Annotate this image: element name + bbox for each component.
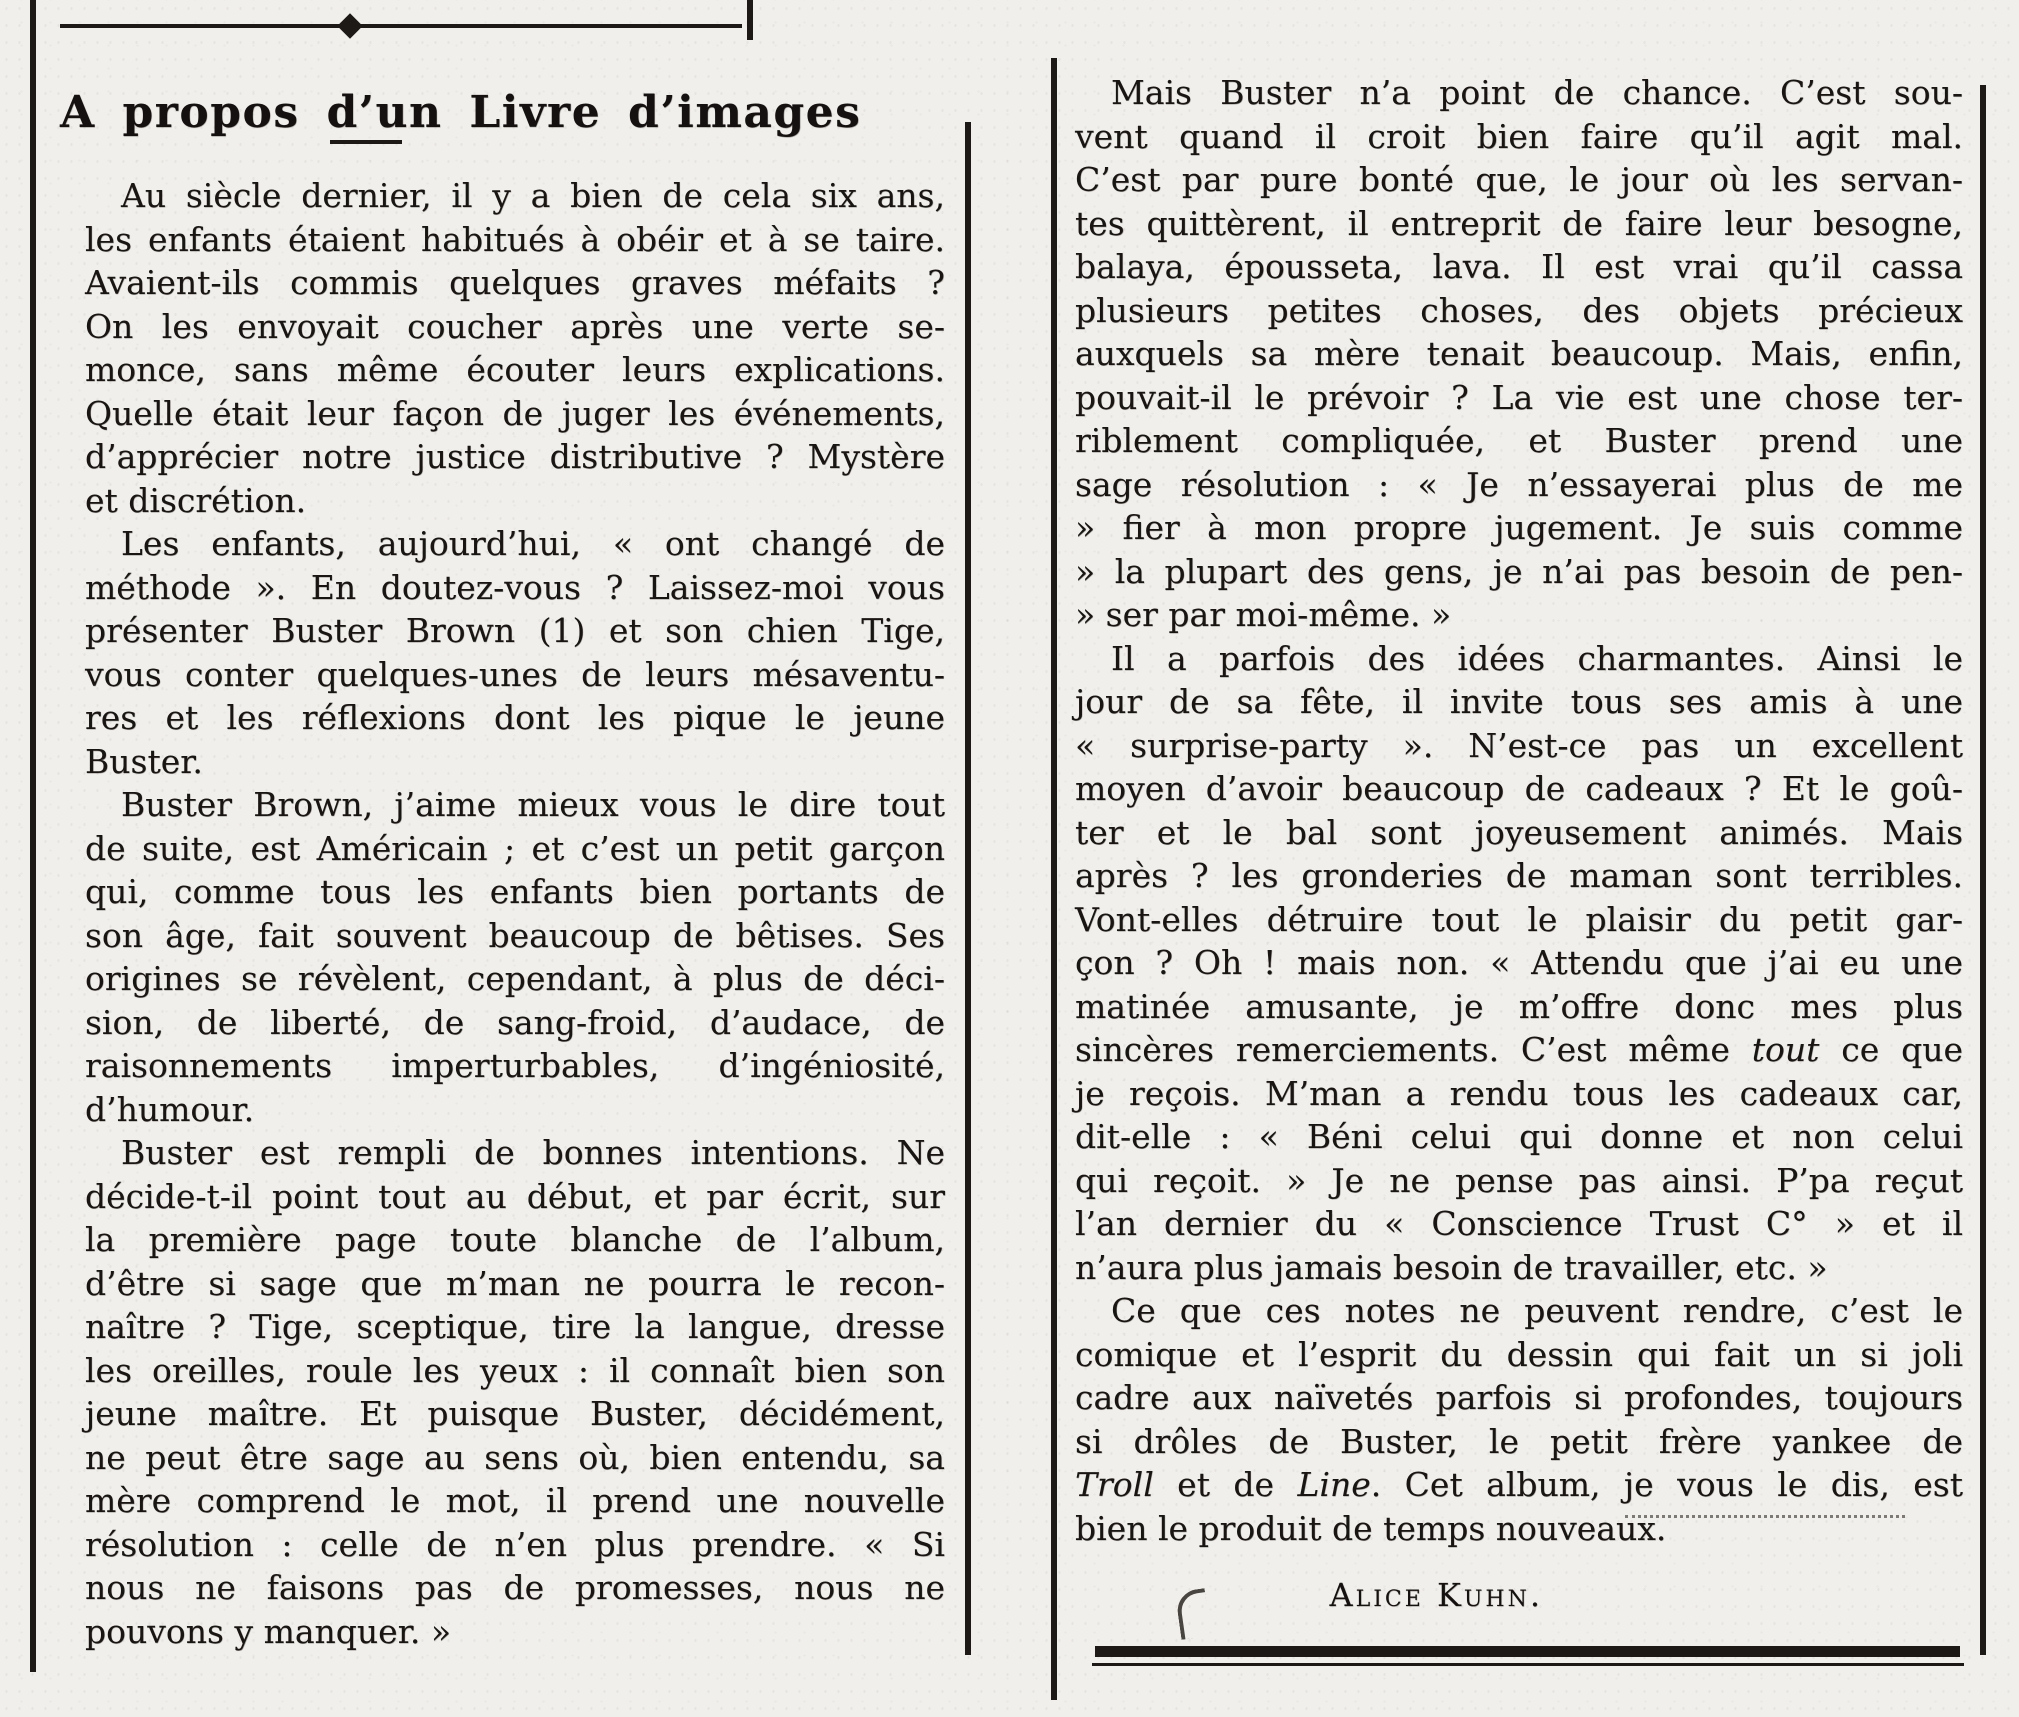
paragraph xyxy=(1075,1289,1963,1550)
text-line: Au siècle dernier, il y a bien de cela six ans, xyxy=(121,176,945,215)
text-line: bien le produit de temps nouveaux. xyxy=(1075,1508,1667,1548)
left-column-right-rule xyxy=(965,122,971,1655)
text-line: Mais Buster n’a point de chance. C’est sou- xyxy=(1111,73,1963,112)
text-line: balaya, épousseta, lava. Il est vrai qu’il cassa xyxy=(1075,247,1963,286)
text-line: si drôles de Buster, le petit frère yankee de xyxy=(1075,1421,1963,1461)
text-line: d’humour. xyxy=(85,1089,255,1129)
text-line: cadre aux naïvetés parfois si profondes, toujours xyxy=(1075,1378,1963,1417)
text-line: tes quittèrent, il entreprit de faire leur besogne, xyxy=(1075,203,1963,243)
text-line: çon ? Oh ! mais non. « Attendu que j’ai eu une xyxy=(1075,943,1963,982)
text-line: res et les réflexions dont les pique le jeune xyxy=(85,698,945,737)
text-line: méthode ». En doutez-vous ? Laissez-moi vous xyxy=(85,567,945,607)
text-line: sage résolution : « Je n’essayerai plus de me xyxy=(1075,464,1963,504)
text-line: Buster Brown, j’aime mieux vous le dire tout xyxy=(121,785,945,824)
text-line: d’être si sage que m’man ne pourra le recon- xyxy=(85,1263,945,1303)
text-line: Avaient-ils commis quelques graves méfaits ? xyxy=(85,263,945,302)
text-line: la première page toute blanche de l’album, xyxy=(85,1220,945,1259)
text-line: nous ne faisons pas de promesses, nous ne xyxy=(85,1568,945,1607)
text-line: après ? les gronderies de maman sont terribles. xyxy=(1075,856,1963,895)
text-line: riblement compliquée, et Buster prend une xyxy=(1075,421,1963,460)
paragraph xyxy=(1075,71,1963,637)
text-line: dit-elle : « Béni celui qui donne et non celui xyxy=(1075,1117,1963,1156)
text-line: sincères remerciements. C’est même tout ce que xyxy=(1075,1030,1963,1069)
text-line: l’an dernier du « Conscience Trust C° » et il xyxy=(1075,1204,1963,1243)
text-line: qui, comme tous les enfants bien portants de xyxy=(85,872,945,911)
top-center-rule-fragment xyxy=(747,0,753,40)
dotted-artifact xyxy=(1625,1515,1905,1518)
article-title: A propos d’un Livre d’images xyxy=(60,87,862,139)
text-line: mère comprend le mot, il prend une nouvelle xyxy=(85,1481,945,1520)
text-line: monce, sans même écouter leurs explications. xyxy=(85,350,945,389)
text-line: n’aura plus jamais besoin de travailler, etc. » xyxy=(1075,1247,1828,1287)
text-line: comique et l’esprit du dessin qui fait un si joli xyxy=(1075,1334,1963,1374)
paragraph xyxy=(1075,637,1963,1290)
text-line: Buster. xyxy=(85,741,203,781)
right-column-right-rule xyxy=(1980,85,1986,1655)
text-line: C’est par pure bonté que, le jour où les servan- xyxy=(1075,160,1963,199)
title-underline xyxy=(330,140,402,144)
paragraph xyxy=(85,783,945,1131)
text-line: décide-t-il point tout au début, et par écrit, sur xyxy=(85,1176,945,1216)
text-line: son âge, fait souvent beaucoup de bêtises. Ses xyxy=(85,915,945,955)
text-line: vent quand il croit bien faire qu’il agit mal. xyxy=(1075,116,1963,156)
text-line: vous conter quelques-unes de leurs mésaventu- xyxy=(85,654,945,694)
text-line: pouvons y manquer. » xyxy=(85,1611,452,1651)
text-line: présenter Buster Brown (1) et son chien Tige, xyxy=(85,611,945,650)
text-line: les oreilles, roule les yeux : il connaît bien son xyxy=(85,1350,945,1390)
footer-thin-rule xyxy=(1092,1663,1964,1666)
text-line: de suite, est Américain ; et c’est un petit garçon xyxy=(85,828,945,868)
paragraph xyxy=(85,522,945,783)
text-line: Quelle était leur façon de juger les événements, xyxy=(85,393,945,433)
text-line: » la plupart des gens, je n’ai pas besoin de pen- xyxy=(1075,551,1963,591)
text-line: je reçois. M’man a rendu tous les cadeaux car, xyxy=(1075,1073,1963,1113)
text-line: ter et le bal sont joyeusement animés. Mais xyxy=(1075,812,1963,852)
far-left-column-rule xyxy=(30,0,36,1672)
text-line: et discrétion. xyxy=(85,480,307,520)
text-line: » fier à mon propre jugement. Je suis comme xyxy=(1075,508,1963,547)
right-column-left-rule xyxy=(1051,58,1057,1700)
text-line: résolution : celle de n’en plus prendre. « Si xyxy=(85,1524,945,1564)
text-line: origines se révèlent, cependant, à plus de déci- xyxy=(85,959,945,998)
right-column xyxy=(1075,71,1963,1550)
left-column xyxy=(85,174,945,1653)
text-line: plusieurs petites choses, des objets précieux xyxy=(1075,290,1963,330)
author-signature: Alice Kuhn. xyxy=(1329,1576,1543,1614)
footer-thick-rule xyxy=(1095,1646,1960,1657)
header-ornament-rule xyxy=(60,24,742,28)
text-line: auxquels sa mère tenait beaucoup. Mais, enfin, xyxy=(1075,334,1963,373)
text-line: naître ? Tige, sceptique, tire la langue, dresse xyxy=(85,1307,945,1346)
text-line: qui reçoit. » Je ne pense pas ainsi. P’pa reçut xyxy=(1075,1160,1963,1200)
diamond-ornament xyxy=(337,13,362,38)
text-line: Troll et de Line. Cet album, je vous le dis, est xyxy=(1075,1465,1963,1504)
text-line: Ce que ces notes ne peuvent rendre, c’est le xyxy=(1111,1291,1963,1330)
text-line: pouvait-il le prévoir ? La vie est une chose ter- xyxy=(1075,377,1963,417)
text-line: On les envoyait coucher après une verte se- xyxy=(85,306,945,346)
paragraph xyxy=(85,1131,945,1653)
text-line: raisonnements imperturbables, d’ingéniosité, xyxy=(85,1046,945,1085)
text-line: sion, de liberté, de sang-froid, d’audace, de xyxy=(85,1002,945,1042)
text-line: les enfants étaient habitués à obéir et à se taire. xyxy=(85,219,945,259)
paragraph xyxy=(85,174,945,522)
text-line: jeune maître. Et puisque Buster, décidément, xyxy=(85,1394,945,1433)
text-line: moyen d’avoir beaucoup de cadeaux ? Et le goû- xyxy=(1075,769,1963,808)
text-line: Buster est rempli de bonnes intentions. Ne xyxy=(121,1133,945,1172)
text-line: » ser par moi-même. » xyxy=(1075,595,1452,634)
text-line: Les enfants, aujourd’hui, « ont changé de xyxy=(121,524,945,563)
text-line: jour de sa fête, il invite tous ses amis à une xyxy=(1075,682,1963,721)
text-line: ne peut être sage au sens où, bien entendu, sa xyxy=(85,1437,945,1477)
text-line: matinée amusante, je m’offre donc mes plus xyxy=(1075,986,1963,1026)
text-line: Vont-elles détruire tout le plaisir du petit gar- xyxy=(1075,899,1963,939)
text-line: d’apprécier notre justice distributive ? Mystère xyxy=(85,437,945,476)
text-line: Il a parfois des idées charmantes. Ainsi le xyxy=(1111,638,1963,678)
text-line: « surprise-party ». N’est-ce pas un excellent xyxy=(1075,725,1963,765)
